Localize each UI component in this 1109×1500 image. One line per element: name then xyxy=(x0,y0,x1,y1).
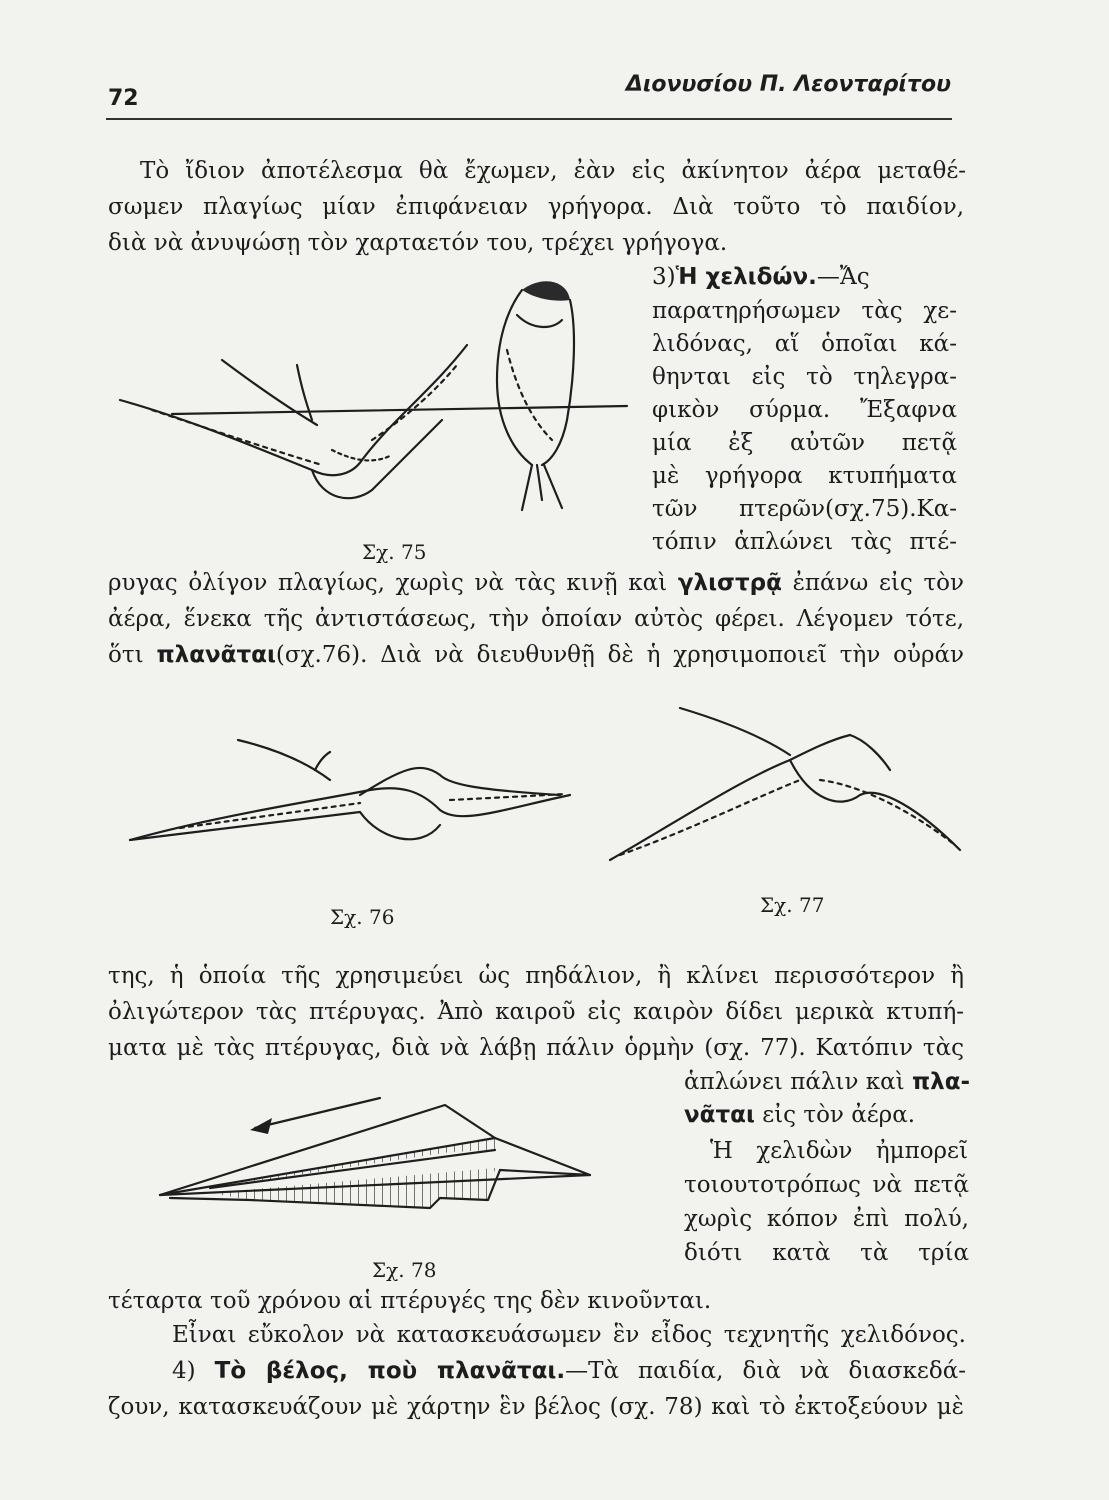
text-line: διὰ νὰ ἀνυψώσῃ τὸν χαρταετόν του, τρέχει γρήγογα. xyxy=(108,230,728,256)
text-span: εἰς τὸν ἀέρα. xyxy=(762,1102,916,1128)
swallows-figure-75 xyxy=(112,270,632,520)
text-line: μὲ γρήγορα κτυπήματα xyxy=(652,463,957,489)
text-line: τέταρτα τοῦ χρόνου αἱ πτέρυγές της δὲν κινοῦνται. xyxy=(108,1288,712,1314)
text-line: παρατηρήσωμεν τὰς χε- xyxy=(652,298,957,324)
text-span: ρυγας ὀλίγον πλαγίως, χωρὶς νὰ τὰς κινῇ καὶ xyxy=(108,570,668,596)
text-span: (σχ.76). Διὰ νὰ διευθυνθῇ δὲ ἡ χρησιμοποιεῖ τὴν οὐράν xyxy=(275,642,965,668)
emphasis-word: πλα- xyxy=(911,1069,971,1095)
text-span: —Τὰ παιδία, διὰ νὰ διασκεδά- xyxy=(565,1358,966,1384)
text-line: Ἡ χελιδὼν ἠμπορεῖ xyxy=(710,1138,968,1164)
figure-caption-75: Σχ. 75 xyxy=(362,540,427,564)
section-number: 4) xyxy=(172,1358,196,1384)
heading-tail: —Ἄς xyxy=(816,264,870,290)
text-line: ὀλιγώτερον τὰς πτέρυγας. Ἀπὸ καιροῦ εἰς καιρὸν δίδει μερικὰ κτυπή- xyxy=(108,999,964,1025)
text-line: διότι κατὰ τὰ τρία xyxy=(684,1240,969,1266)
emphasis-word: γλιστρᾷ xyxy=(677,570,782,596)
paper-dart-drawing xyxy=(160,1105,590,1208)
text-line: φικὸν σύρμα. Ἔξαφνα xyxy=(652,397,957,423)
text-line: τόπιν ἁπλώνει τὰς πτέ- xyxy=(652,529,957,555)
gliding-swallows-figures xyxy=(120,700,970,890)
text-line: της, ἡ ὁποία τῆς χρησιμεύει ὡς πηδάλιον, ἢ κλίνει περισσότερον ἢ xyxy=(108,963,964,989)
text-line: Τὸ ἴδιον ἀποτέλεσμα θὰ ἔχωμεν, ἐὰν εἰς ἀκίνητον ἀέρα μεταθέ- xyxy=(140,158,966,184)
section-heading xyxy=(652,266,962,289)
emphasis-word: νᾶται xyxy=(684,1102,755,1128)
text-line: χωρὶς κόπον ἐπὶ πολύ, xyxy=(684,1206,969,1232)
header-rule xyxy=(106,118,952,120)
text-line: λιδόνας, αἵ ὁποῖαι κά- xyxy=(652,331,957,357)
text-line: ματα μὲ τὰς πτέρυγας, διὰ νὰ λάβῃ πάλιν ὁρμὴν (σχ. 77). Κατόπιν τὰς xyxy=(108,1035,964,1061)
figure-caption-76: Σχ. 76 xyxy=(330,905,395,929)
text-line xyxy=(172,1360,966,1383)
text-line xyxy=(684,1071,969,1094)
swallow-figure-77 xyxy=(610,708,960,860)
text-line: Εἶναι εὔκολον νὰ κατασκευάσωμεν ἓν εἶδος τεχνητῆς χελιδόνος. xyxy=(172,1322,966,1348)
running-title: Διονυσίου Π. Λεονταρίτου xyxy=(625,72,951,97)
figure-caption-77: Σχ. 77 xyxy=(760,893,825,917)
heading-number: 3) xyxy=(652,264,676,290)
swallow-figure-76 xyxy=(130,740,570,840)
text-line: τῶν πτερῶν(σχ.75).Κα- xyxy=(652,496,957,522)
text-line: ἀέρα, ἕνεκα τῆς ἀντιστάσεως, τὴν ὁποίαν αὐτὸς φέρει. Λέγομεν τότε, xyxy=(108,606,964,632)
text-line: ζουν, κατασκευάζουν μὲ χάρτην ἓν βέλος (σχ. 78) καὶ τὸ ἐκτοξεύουν μὲ xyxy=(108,1394,964,1420)
text-span: ὅτι xyxy=(108,642,144,668)
text-line xyxy=(108,572,964,595)
perched-swallow-drawing xyxy=(497,281,574,510)
paper-arrow-figure-78 xyxy=(150,1090,660,1250)
flying-swallow-drawing xyxy=(120,345,467,498)
motion-arrow xyxy=(250,1098,380,1134)
text-span: ἐπάνω εἰς τὸν xyxy=(792,570,965,596)
heading-title: Ἡ χελιδών. xyxy=(675,264,817,290)
section-heading: Τὸ βέλος, ποὺ πλανᾶται. xyxy=(214,1358,566,1384)
text-line: μία ἐξ αὐτῶν πετᾷ xyxy=(652,430,957,456)
page-number: 72 xyxy=(108,86,139,111)
telegraph-wire xyxy=(172,406,627,414)
text-line xyxy=(108,644,964,667)
text-span: ἁπλώνει πάλιν καὶ xyxy=(684,1069,905,1095)
emphasis-word: πλανᾶται xyxy=(156,642,276,668)
text-line xyxy=(684,1104,915,1127)
text-line: τοιουτοτρόπως νὰ πετᾷ xyxy=(684,1172,969,1198)
text-line: σωμεν πλαγίως μίαν ἐπιφάνειαν γρήγορα. Διὰ τοῦτο τὸ παιδίον, xyxy=(108,194,964,220)
text-line: θηνται εἰς τὸ τηλεγρα- xyxy=(652,364,957,390)
figure-caption-78: Σχ. 78 xyxy=(372,1258,437,1282)
